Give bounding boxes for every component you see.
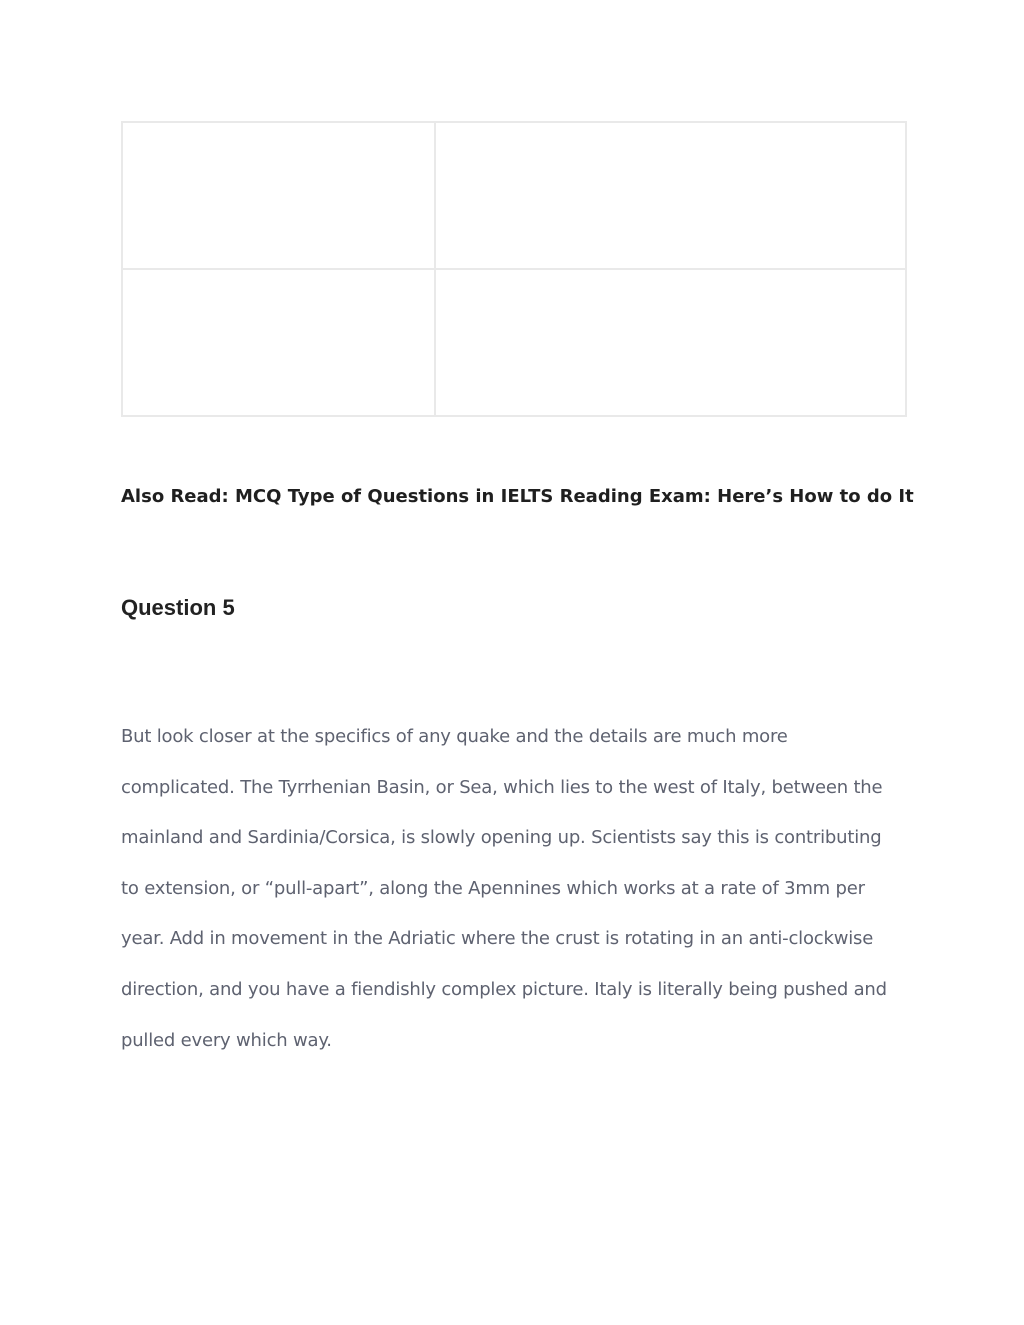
empty-table [121,121,907,417]
passage-line: year. Add in movement in the Adriatic where the crust is rotating in an anti-clockwise [121,928,874,950]
table-cell [122,122,435,269]
table-cell [435,122,906,269]
also-read-link[interactable]: Also Read: MCQ Type of Questions in IELTS Reading Exam: Here’s How to do It [121,486,914,507]
passage-line: complicated. The Tyrrhenian Basin, or Sea, which lies to the west of Italy, between the [121,776,883,798]
passage-line: mainland and Sardinia/Corsica, is slowly opening up. Scientists say this is contributing [121,827,882,849]
passage-line: pulled every which way. [121,1029,332,1051]
table-row [122,269,906,416]
passage-paragraph [121,712,911,1066]
table-cell [435,269,906,416]
table-cell [122,269,435,416]
table-row [122,122,906,269]
passage-line: But look closer at the specifics of any quake and the details are much more [121,726,788,747]
passage-line: to extension, or “pull-apart”, along the Apennines which works at a rate of 3mm per [121,877,865,899]
passage-line: direction, and you have a fiendishly complex picture. Italy is literally being pushed and [121,978,887,1000]
question-heading: Question 5 [121,595,235,620]
